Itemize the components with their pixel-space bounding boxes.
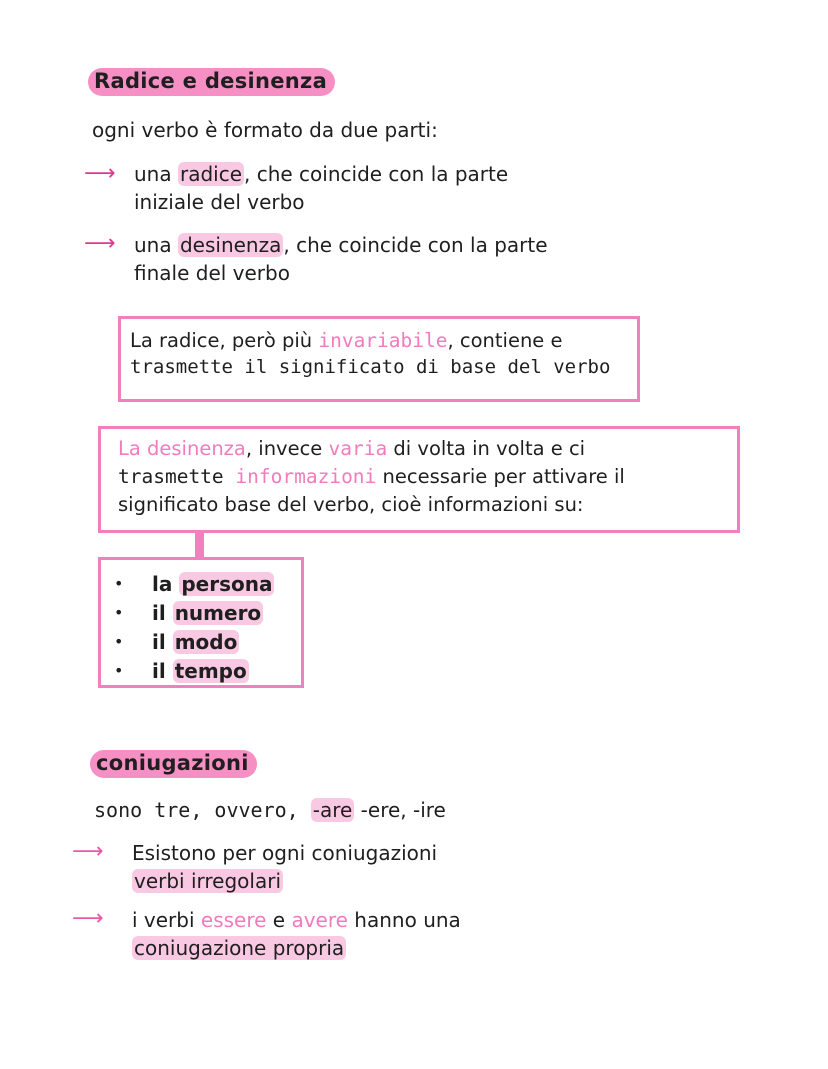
arrow-icon: ⟶ xyxy=(72,906,104,931)
arrow-item-essere-avere xyxy=(132,906,461,934)
text-fragment: , invece xyxy=(245,437,329,460)
highlight-varia: varia xyxy=(328,437,388,460)
arrow-item-desinenza-line2: finale del verbo xyxy=(134,261,290,285)
list-item xyxy=(152,599,263,627)
text-fragment: e xyxy=(266,908,292,932)
bullet-icon: • xyxy=(114,632,124,651)
text-fragment: la xyxy=(152,572,180,596)
intro-text: ogni verbo è formato da due parti: xyxy=(92,118,438,142)
text-fragment: una xyxy=(134,233,178,257)
bullet-icon: • xyxy=(114,661,124,680)
text-fragment: , contiene e xyxy=(447,329,563,352)
highlight-desinenza: desinenza xyxy=(179,233,282,257)
radice-box-line1 xyxy=(130,327,563,354)
highlight-radice: radice xyxy=(179,162,242,186)
highlight-invariabile: invariabile xyxy=(318,329,448,352)
highlight-coniugazione-propria: coniugazione propria xyxy=(134,936,345,960)
arrow-icon: ⟶ xyxy=(84,161,116,186)
text-fragment: -ere xyxy=(354,798,401,822)
highlight-essere: essere xyxy=(200,908,267,932)
highlight-informazioni: informazioni xyxy=(235,465,377,488)
list-key: modo xyxy=(174,630,238,654)
list-key: numero xyxy=(174,601,262,625)
arrow-item-irregolari: Esistono per ogni coniugazioni xyxy=(132,841,438,865)
highlight-la-desinenza: La desinenza xyxy=(118,437,246,460)
desinenza-box-line1 xyxy=(118,435,585,462)
text-fragment: hanno una xyxy=(347,908,461,932)
text-fragment: il xyxy=(152,659,173,683)
highlight-are: -are xyxy=(312,798,353,822)
desinenza-box-line2 xyxy=(118,463,625,490)
box-connector xyxy=(195,533,204,559)
list-item xyxy=(152,570,274,598)
text-fragment: il xyxy=(152,630,173,654)
text-fragment: , -ire xyxy=(400,798,446,822)
bullet-icon: • xyxy=(114,574,124,593)
arrow-item-desinenza xyxy=(134,231,548,259)
section-heading-radice: Radice e desinenza xyxy=(88,68,335,96)
list-item xyxy=(152,657,249,685)
text-fragment: di volta in volta e ci xyxy=(387,437,586,460)
arrow-icon: ⟶ xyxy=(84,231,116,256)
text-fragment: necessarie per attivare il xyxy=(376,465,625,488)
text-fragment: La radice, però più xyxy=(130,329,319,352)
arrow-item-essere-avere-line2 xyxy=(132,934,346,962)
list-key: tempo xyxy=(174,659,247,683)
text-fragment: sono tre, ovvero, xyxy=(94,798,311,822)
highlight-avere: avere xyxy=(291,908,348,932)
highlight-verbi-irregolari: verbi irregolari xyxy=(134,869,282,893)
list-item xyxy=(152,628,239,656)
list-key: persona xyxy=(181,572,273,596)
section-heading-coniugazioni: coniugazioni xyxy=(90,750,257,778)
text-fragment: , che coincide con la parte xyxy=(283,233,548,257)
coniugazioni-intro xyxy=(94,796,446,824)
radice-box-line2: trasmette il significato di base del verbo xyxy=(130,356,611,378)
text-fragment: , che coincide con la parte xyxy=(244,162,509,186)
text-fragment: i verbi xyxy=(132,908,201,932)
text-fragment: il xyxy=(152,601,173,625)
arrow-item-radice xyxy=(134,160,508,188)
text-fragment: trasmette xyxy=(118,465,236,488)
arrow-icon: ⟶ xyxy=(72,839,104,864)
bullet-icon: • xyxy=(114,603,124,622)
arrow-item-radice-line2: iniziale del verbo xyxy=(134,190,305,214)
desinenza-box-line3: significato base del verbo, cioè informazioni su: xyxy=(118,493,584,516)
text-fragment: una xyxy=(134,162,178,186)
arrow-item-irregolari-line2 xyxy=(132,867,283,895)
